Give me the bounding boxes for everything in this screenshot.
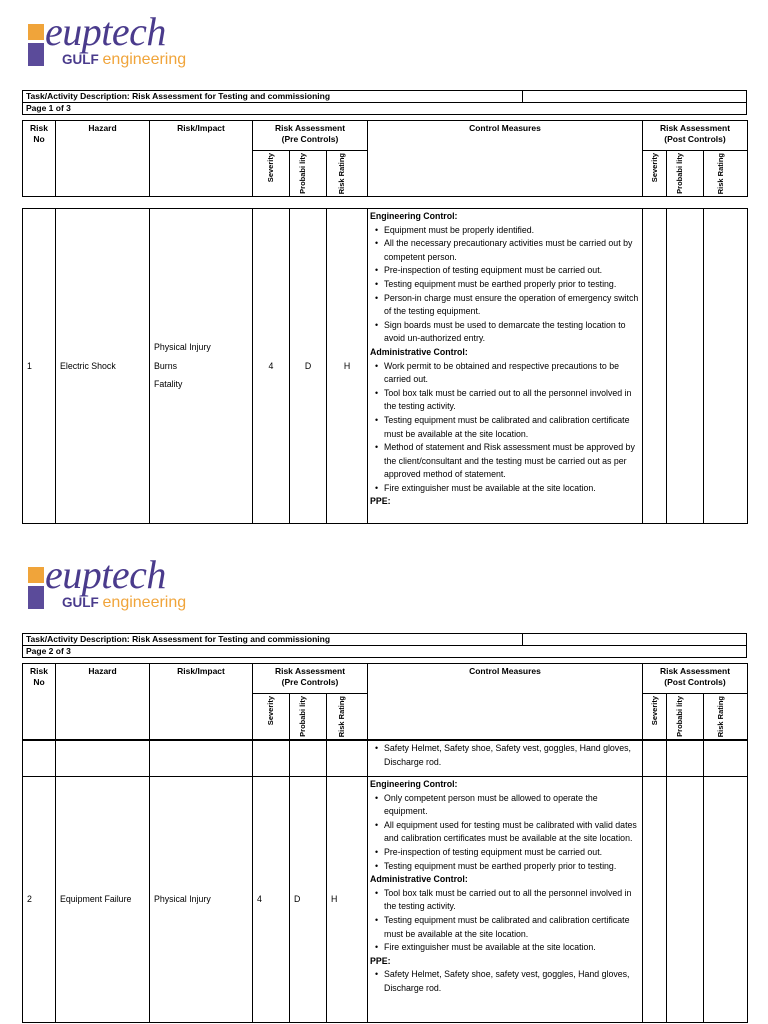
post-risk-rating-cell [704,209,748,524]
hazard-cell [56,741,150,777]
risk-no-cell: 2 [23,777,56,1023]
list-item: • Testing equipment must be earthed properly prior to testing. [370,860,640,874]
header-pre-risk-rating: Risk Rating [327,151,368,197]
company-logo [28,552,188,621]
task-description-blank [523,91,747,103]
page-label: Page 2 of 3 [23,646,747,658]
logo-purple-square [28,43,44,66]
probability-cell: D [290,209,327,524]
impact-cell [150,741,253,777]
task-description: Task/Activity Description: Risk Assessment for Testing and commissioning [23,91,523,103]
header-risk-assessment-post: Risk Assessment (Post Controls) [643,121,748,151]
table-row [23,777,748,1023]
list-item: • Work permit to be obtained and respective precautions to be carried out. [370,360,640,387]
list-item: • Sign boards must be used to demarcate the testing location to avoid un-authorized entry. [370,319,640,346]
header-pre-probability: Probabi lity [290,694,327,740]
column-header-table [22,663,748,740]
list-item: • Pre-inspection of testing equipment must be carried out. [370,264,640,278]
logo-orange-square [28,24,44,40]
logo-subtitle: GULF engineering [62,594,187,611]
post-probability-cell [667,209,704,524]
header-pre-risk-rating: Risk Rating [327,694,368,740]
table-row [23,741,748,777]
list-item: • Testing equipment must be calibrated and calibration certificate must be available at the site location. [370,914,640,941]
table-row [23,209,748,524]
header-post-probability: Probabi lity [667,694,704,740]
header-post-probability: Probabi lity [667,151,704,197]
list-item: • Method of statement and Risk assessment must be approved by the client/consultant and the testing must be carried out as per approved method of statement. [370,441,640,482]
header-risk-no: Risk No [23,121,56,197]
list-item: • Safety Helmet, Safety shoe, Safety vest, goggles, Hand gloves, Discharge rod. [370,742,640,769]
risk-rating-cell: H [327,777,368,1023]
risk-no-cell: 1 [23,209,56,524]
severity-cell [253,741,290,777]
severity-cell: 4 [253,209,290,524]
header-risk-assessment-post: Risk Assessment (Post Controls) [643,664,748,694]
logo-subtitle: GULF engineering [62,51,187,68]
post-risk-rating-cell [704,777,748,1023]
header-risk-assessment-pre: Risk Assessment (Pre Controls) [253,121,368,151]
logo-brand-text: euptech [45,9,166,54]
header-pre-probability: Probabi lity [290,151,327,197]
header-control-measures: Control Measures [368,664,643,740]
probability-cell: D [290,777,327,1023]
risk-rating-cell [327,741,368,777]
list-item: • Fire extinguisher must be available at the site location. [370,941,640,955]
severity-cell: 4 [253,777,290,1023]
list-item: • Testing equipment must be earthed properly prior to testing. [370,278,640,292]
header-hazard: Hazard [56,664,150,740]
hazard-cell: Electric Shock [56,209,150,524]
section-heading: PPE: [370,496,391,507]
post-risk-rating-cell [704,741,748,777]
list-item: • Pre-inspection of testing equipment must be carried out. [370,846,640,860]
control-measures-cell [368,777,643,1023]
list-item: • Person-in charge must ensure the operation of emergency switch of the testing equipment. [370,292,640,319]
header-risk-impact: Risk/Impact [150,664,253,740]
header-pre-severity: Severity [253,151,290,197]
task-info-table [22,633,747,658]
post-severity-cell [643,209,667,524]
header-pre-severity: Severity [253,694,290,740]
risk-table-page-1 [22,208,748,524]
section-heading: Administrative Control: [370,874,468,885]
impact-cell: Physical Injury Burns Fatality [150,209,253,524]
list-item: • Fire extinguisher must be available at the site location. [370,482,640,496]
section-heading: Engineering Control: [370,779,458,789]
header-post-severity: Severity [643,151,667,197]
page-label: Page 1 of 3 [23,103,747,115]
header-post-severity: Severity [643,694,667,740]
risk-rating-cell: H [327,209,368,524]
logo-purple-square [28,586,44,609]
section-heading: PPE: [370,955,391,966]
header-post-risk-rating: Risk Rating [704,151,748,197]
post-severity-cell [643,741,667,777]
list-item: • All equipment used for testing must be calibrated with valid dates and calibration certificates must be available at the site location. [370,819,640,846]
impact-cell: Physical Injury [150,777,253,1023]
list-item: • Testing equipment must be calibrated and calibration certificate must be available at the site location. [370,414,640,441]
header-risk-impact: Risk/Impact [150,121,253,197]
post-probability-cell [667,777,704,1023]
control-measures-cell [368,209,643,524]
header-hazard: Hazard [56,121,150,197]
task-description: Task/Activity Description: Risk Assessment for Testing and commissioning [23,634,523,646]
logo-orange-square [28,567,44,583]
post-severity-cell [643,777,667,1023]
risk-table-page-2 [22,740,748,1023]
header-risk-assessment-pre: Risk Assessment (Pre Controls) [253,664,368,694]
header-post-risk-rating: Risk Rating [704,694,748,740]
probability-cell [290,741,327,777]
company-logo [28,9,188,78]
control-measures-cell [368,741,643,777]
hazard-cell: Equipment Failure [56,777,150,1023]
list-item: • All the necessary precautionary activities must be carried out by competent person. [370,237,640,264]
list-item: • Equipment must be properly identified. [370,224,640,238]
task-info-table [22,90,747,115]
task-description-blank [523,634,747,646]
section-heading: Engineering Control: [370,211,458,221]
list-item: • Tool box talk must be carried out to all the personnel involved in the testing activity. [370,887,640,914]
column-header-table [22,120,748,197]
header-control-measures: Control Measures [368,121,643,197]
list-item: • Tool box talk must be carried out to all the personnel involved in the testing activity. [370,387,640,414]
list-item: • Safety Helmet, Safety shoe, safety vest, goggles, Hand gloves, Discharge rod. [370,968,640,995]
header-risk-no: Risk No [23,664,56,740]
risk-no-cell [23,741,56,777]
logo-brand-text: euptech [45,552,166,597]
list-item: • Only competent person must be allowed to operate the equipment. [370,792,640,819]
post-probability-cell [667,741,704,777]
section-heading: Administrative Control: [370,346,468,357]
